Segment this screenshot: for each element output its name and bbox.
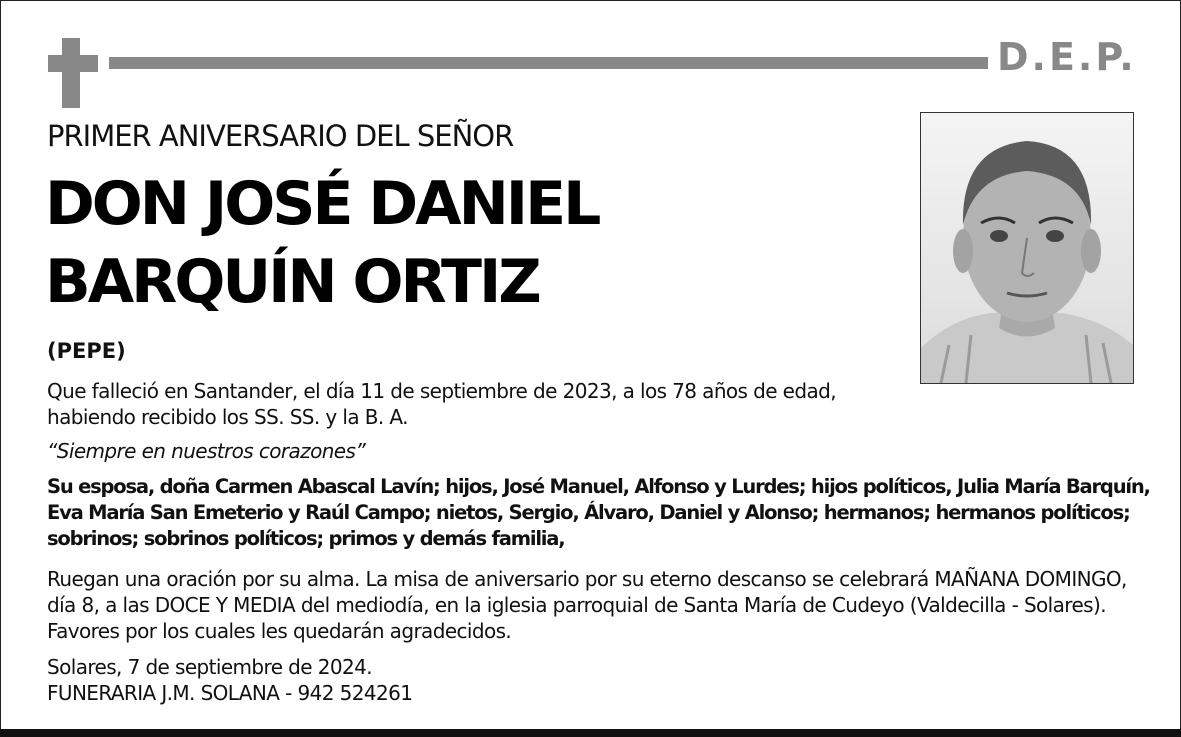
cross-icon: [62, 38, 80, 108]
death-details-line2: habiendo recibido los SS. SS. y la B. A.: [47, 405, 408, 429]
header-rule: [109, 57, 988, 69]
funeral-home: FUNERARIA J.M. SOLANA - 942 524261: [47, 681, 413, 705]
mass-request-line: Ruegan una oración por su alma. La misa de aniversario por su eterno descanso se celebrará MAÑANA DOMINGO,: [47, 567, 1127, 591]
deceased-name-line2: BARQUÍN ORTIZ: [45, 247, 539, 317]
bottom-rule: [0, 729, 1181, 737]
family-line: sobrinos; sobrinos políticos; primos y demás familia,: [47, 527, 565, 550]
portrait-photo: [920, 112, 1134, 384]
memorial-quote: “Siempre en nuestros corazones”: [47, 439, 366, 463]
place-date: Solares, 7 de septiembre de 2024.: [47, 655, 372, 679]
death-details-line1: Que falleció en Santander, el día 11 de septiembre de 2023, a los 78 años de edad,: [47, 379, 836, 403]
cross-icon-bar: [48, 55, 98, 72]
family-line: Su esposa, doña Carmen Abascal Lavín; hijos, José Manuel, Alfonso y Lurdes; hijos políticos, Julia María Barquín,: [47, 475, 1150, 498]
notice-subtitle: PRIMER ANIVERSARIO DEL SEÑOR: [47, 119, 514, 153]
mass-request-line: día 8, a las DOCE Y MEDIA del mediodía, en la iglesia parroquial de Santa María de Cudeyo (Valdecilla - Solares).: [47, 593, 1106, 617]
deceased-nickname: (PEPE): [47, 339, 126, 363]
mass-request-line: Favores por los cuales les quedarán agradecidos.: [47, 619, 512, 643]
deceased-name-line1: DON JOSÉ DANIEL: [45, 169, 599, 239]
dep-badge: D.E.P.: [997, 35, 1137, 79]
family-line: Eva María San Emeterio y Raúl Campo; nietos, Sergio, Álvaro, Daniel y Alonso; hermanos; hermanos políticos;: [47, 501, 1130, 524]
